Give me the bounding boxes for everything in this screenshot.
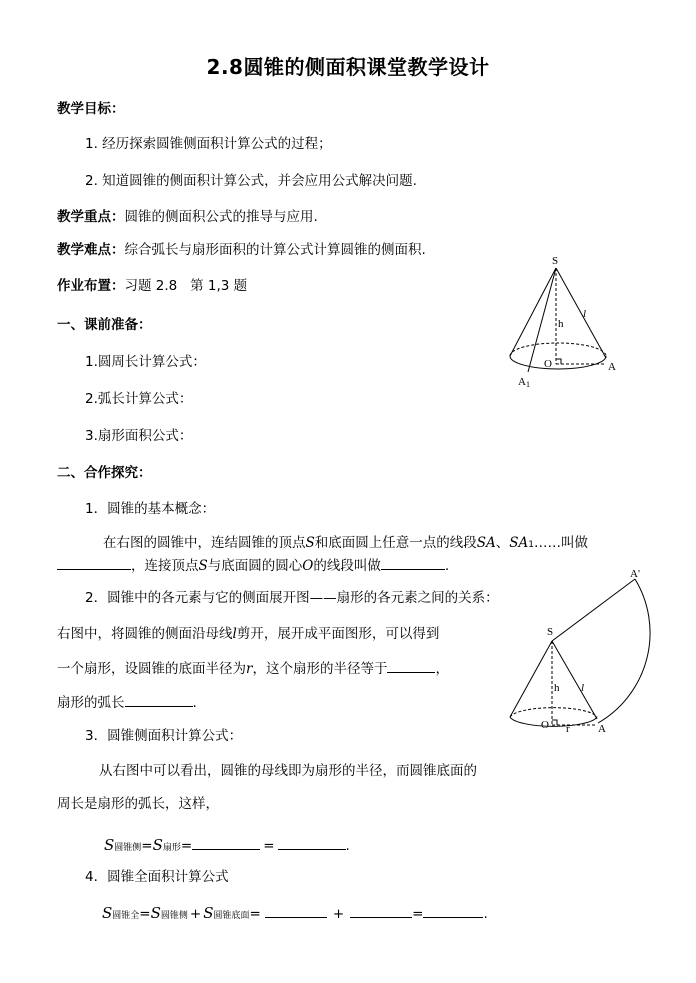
fig1-label-A1 — [518, 376, 530, 389]
fig2-label-A: A — [598, 723, 606, 735]
explore-s4: 4．圆锥全面积计算公式 — [85, 869, 229, 885]
s2-l: l — [232, 626, 237, 642]
s2-text-c: 一个扇形，设圆锥的底面半径为 — [57, 661, 246, 677]
s1-vertex-S: S — [305, 535, 315, 551]
goal-item-1: 1. 经历探索圆锥侧面积计算公式的过程； — [85, 136, 332, 152]
f2-S3: S — [203, 904, 214, 922]
difficulty-label: 教学难点： — [57, 242, 125, 258]
s1-text-e: 与底面圆的圆心 — [207, 558, 303, 574]
focus-line — [57, 208, 318, 226]
fig1-A1-sub: 1 — [525, 380, 530, 389]
explore-s2-para3 — [57, 692, 197, 712]
fig2-label-l: l — [581, 682, 585, 694]
prep-heading: 一、课前准备： — [57, 317, 152, 333]
s1-blank-1[interactable] — [57, 555, 131, 570]
explore-s2: 2．圆锥中的各元素与它的侧面展开图——扇形的各元素之间的关系： — [85, 590, 499, 606]
s1-p2-S: S — [198, 558, 208, 574]
prep-q1: 1.圆周长计算公式： — [85, 354, 206, 370]
fig2-label-h: h — [554, 682, 560, 694]
s1-text-g: . — [444, 558, 450, 574]
f2-blank-3[interactable] — [423, 903, 483, 918]
f2-eq3: = — [412, 906, 424, 922]
f2-eq2: = — [249, 906, 261, 922]
f1-eq3: = — [263, 838, 275, 854]
s2-text-f: 扇形的弧长 — [57, 695, 125, 711]
fig1-label-O: O — [544, 358, 552, 370]
explore-s3: 3．圆锥侧面积计算公式： — [85, 728, 243, 744]
explore-s2-para1 — [57, 625, 439, 643]
formula-lateral-area — [104, 835, 350, 857]
f2-plus1: + — [189, 906, 202, 922]
fig1-A1-letter: A — [518, 376, 526, 388]
f1-S2: S — [152, 836, 163, 854]
difficulty-line — [57, 241, 426, 259]
s1-text-d: ，连接顶点 — [131, 558, 199, 574]
explore-heading: 二、合作探究： — [57, 465, 152, 481]
f1-sub2: 扇形 — [162, 843, 181, 853]
fig2-label-Aprime: A' — [630, 568, 640, 580]
homework-line — [57, 277, 247, 295]
fig1-label-A: A — [608, 361, 616, 373]
fig2-label-O: O — [541, 719, 549, 731]
f2-end: . — [483, 906, 488, 922]
f2-eq1: = — [139, 906, 151, 922]
formula-total-area — [102, 903, 488, 925]
s1-text-f: 的线段叫做 — [313, 558, 381, 574]
goal-item-2: 2. 知道圆锥的侧面积计算公式，并会应用公式解决问题. — [85, 173, 417, 189]
f2-blank-1[interactable] — [265, 903, 327, 918]
s2-text-b: 剪开，展开成平面图形，可以得到 — [236, 626, 440, 642]
focus-text: 圆锥的侧面积公式的推导与应用. — [124, 209, 318, 225]
f2-blank-2[interactable] — [350, 903, 412, 918]
s2-r: r — [246, 661, 253, 677]
s2-text-e: ， — [435, 661, 449, 677]
s2-text-d: ，这个扇形的半径等于 — [252, 661, 388, 677]
page-title: 2.8圆锥的侧面积课堂教学设计 — [206, 55, 490, 79]
f1-S1: S — [104, 836, 115, 854]
explore-s3-para2: 周长是扇形的弧长，这样， — [57, 796, 219, 812]
f2-sub2: 圆锥侧 — [160, 911, 188, 921]
difficulty-text: 综合弧长与扇形面积的计算公式计算圆锥的侧面积. — [124, 242, 426, 258]
f1-blank-2[interactable] — [278, 835, 346, 850]
prep-q2: 2.弧长计算公式： — [85, 391, 193, 407]
fig1-label-l: l — [583, 308, 587, 320]
s2-text-a: 右图中，将圆锥的侧面沿母线 — [57, 626, 233, 642]
s1-sep: 、 — [495, 535, 510, 551]
goals-heading: 教学目标： — [57, 101, 125, 117]
f2-sub1: 圆锥全 — [112, 911, 140, 921]
s1-SA: SA — [476, 535, 496, 551]
s1-text-a: 在右图的圆锥中，连结圆锥的顶点 — [103, 535, 306, 551]
s1-p2-O: O — [302, 558, 314, 574]
f1-end: . — [345, 838, 350, 854]
homework-text: 习题 2.8 第 1,3 题 — [124, 278, 248, 294]
f2-plus2: + — [332, 906, 345, 922]
s2-text-g: . — [192, 695, 197, 711]
f2-S2: S — [150, 904, 161, 922]
s2-blank-2[interactable] — [125, 692, 193, 707]
fig1-label-h: h — [558, 318, 564, 330]
focus-label: 教学重点： — [57, 209, 125, 225]
s1-text-c: ……叫做 — [533, 535, 588, 551]
f1-blank-1[interactable] — [192, 835, 260, 850]
fig1-label-S: S — [552, 255, 559, 267]
explore-s1: 1．圆锥的基本概念： — [85, 501, 216, 517]
sector-figure — [500, 565, 660, 743]
fig2-label-r: r — [566, 723, 570, 735]
s1-SA1: SA — [509, 535, 529, 551]
f2-sub3: 圆锥底面 — [213, 911, 250, 921]
fig2-label-S: S — [547, 626, 554, 638]
f1-eq1: = — [141, 838, 153, 854]
explore-s1-para2 — [57, 555, 449, 575]
f1-sub1: 圆锥侧 — [114, 843, 142, 853]
explore-s1-para1 — [103, 534, 588, 554]
s1-text-b: 和底面圆上任意一点的线段 — [314, 535, 477, 551]
homework-label: 作业布置： — [57, 278, 125, 294]
s2-blank-1[interactable] — [387, 658, 435, 673]
f2-S1: S — [102, 904, 113, 922]
explore-s3-para1: 从右图中可以看出，圆锥的母线即为扇形的半径，而圆锥底面的 — [99, 763, 477, 779]
f1-eq2: = — [180, 838, 193, 854]
cone-figure — [496, 252, 626, 392]
prep-q3: 3.扇形面积公式： — [85, 428, 193, 444]
explore-s2-para2 — [57, 658, 449, 678]
s1-SA1-sub: 1 — [528, 540, 534, 550]
s1-blank-2[interactable] — [381, 555, 445, 570]
